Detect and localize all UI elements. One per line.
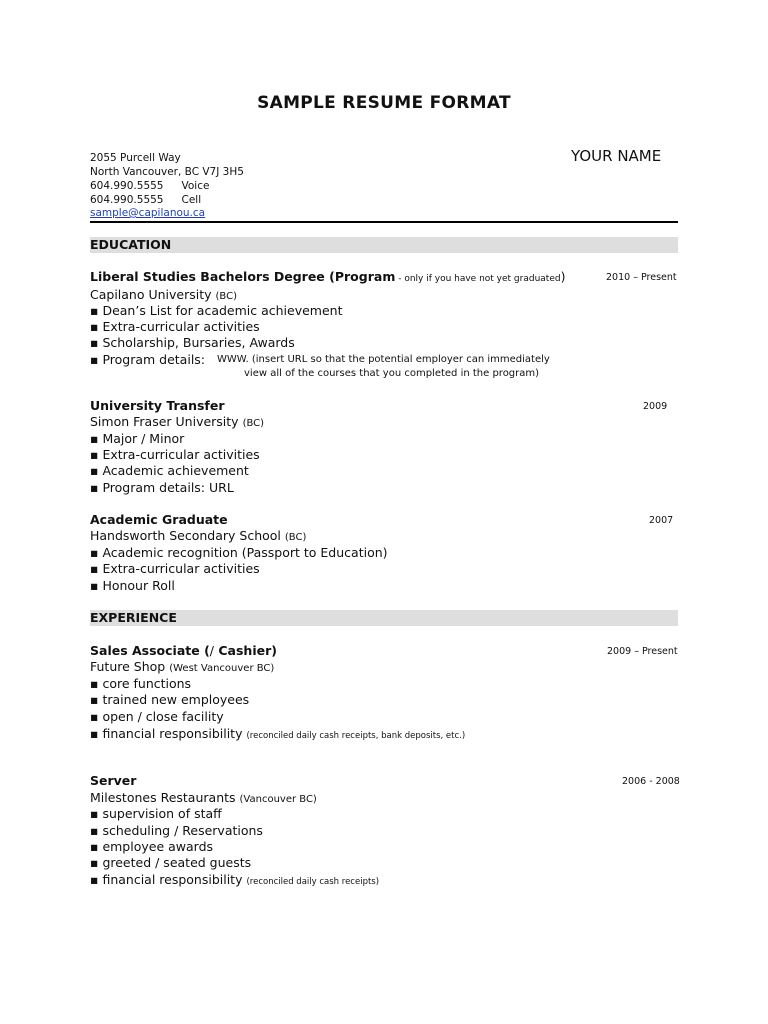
bullet-text: ▪ financial responsibility [90,726,243,741]
org-location: (BC) [242,418,265,429]
entry-title-text: Liberal Studies Bachelors Degree (Program [90,269,396,284]
entry-title-note: - only if you have not yet graduated [395,274,561,284]
experience-entry-title: Server [90,773,137,788]
education-entry-org [90,414,264,429]
education-entry-date: 2007 [649,515,674,526]
bullet-text: ▪ financial responsibility [90,872,243,887]
list-item: ▪ Extra-curricular activities [90,561,260,576]
org-name: Milestones Restaurants [90,790,236,805]
experience-section-header [90,610,678,626]
entry-title-close: ) [560,269,566,284]
header-divider [90,221,678,223]
experience-heading: EXPERIENCE [90,610,177,625]
list-item: ▪ Scholarship, Bursaries, Awards [90,335,295,350]
list-item: ▪ Major / Minor [90,431,185,446]
entry-title-end: Cashier) [214,643,277,658]
list-item: ▪ Academic achievement [90,463,249,478]
org-name: Simon Fraser University [90,414,239,429]
document-title: SAMPLE RESUME FORMAT [257,93,511,113]
education-section-header [90,237,678,253]
entry-title-slash: / [209,643,215,658]
list-item: ▪ Program details: [90,352,206,367]
education-entry-title: University Transfer [90,398,225,413]
list-item: ▪ supervision of staff [90,806,222,821]
list-item: ▪ greeted / seated guests [90,855,252,870]
list-item [90,872,379,887]
entry-title-text: Sales Associate ( [90,643,210,658]
contact-phone-voice [90,179,209,193]
org-name: Handsworth Secondary School [90,528,281,543]
contact-city: North Vancouver, BC V7J 3H5 [90,166,244,178]
your-name: YOUR NAME [571,147,662,165]
experience-entry-title [90,643,277,658]
bullet-note: (reconciled daily cash receipts, bank deposits, etc.) [246,731,466,741]
org-name: Capilano University [90,287,212,302]
email-link[interactable]: sample@capilanou.ca [90,207,206,219]
experience-entry-date: 2009 – Present [607,646,678,657]
phone-cell-label: Cell [181,194,202,206]
contact-street: 2055 Purcell Way [90,152,181,164]
experience-entry-org [90,790,317,805]
list-item: ▪ scheduling / Reservations [90,823,263,838]
phone-cell-number: 604.990.5555 [90,194,164,206]
list-item: ▪ Academic recognition (Passport to Education) [90,545,388,560]
education-heading: EDUCATION [90,237,172,252]
program-details-text-cont: view all of the courses that you completed in the program) [244,368,540,379]
list-item: ▪ employee awards [90,839,214,854]
org-location: (BC) [284,532,307,543]
list-item: ▪ open / close facility [90,709,224,724]
education-entry-title [90,269,565,284]
contact-phone-cell [90,193,201,207]
education-entry-title: Academic Graduate [90,512,228,527]
list-item: ▪ trained new employees [90,692,250,707]
education-entry-org [90,528,306,543]
list-item: ▪ Dean’s List for academic achievement [90,303,343,318]
education-entry-date: 2010 – Present [606,272,677,283]
program-details-text: WWW. (insert URL so that the potential employer can immediately [217,354,550,365]
education-entry-date: 2009 [643,401,668,412]
list-item: ▪ Honour Roll [90,578,175,593]
phone-voice-label: Voice [181,180,210,192]
org-location: (Vancouver BC) [239,794,317,805]
list-item: ▪ Program details: URL [90,480,234,495]
phone-voice-number: 604.990.5555 [90,180,164,192]
experience-entry-org [90,659,274,674]
list-item: ▪ Extra-curricular activities [90,447,260,462]
bullet-note: (reconciled daily cash receipts) [246,877,380,887]
list-item [90,726,465,741]
org-location: (West Vancouver BC) [169,663,275,674]
org-location: (BC) [215,291,237,302]
experience-entry-date: 2006 - 2008 [622,776,680,787]
education-entry-org [90,287,237,302]
list-item: ▪ Extra-curricular activities [90,319,260,334]
list-item: ▪ core functions [90,676,192,691]
org-name: Future Shop [90,659,166,674]
